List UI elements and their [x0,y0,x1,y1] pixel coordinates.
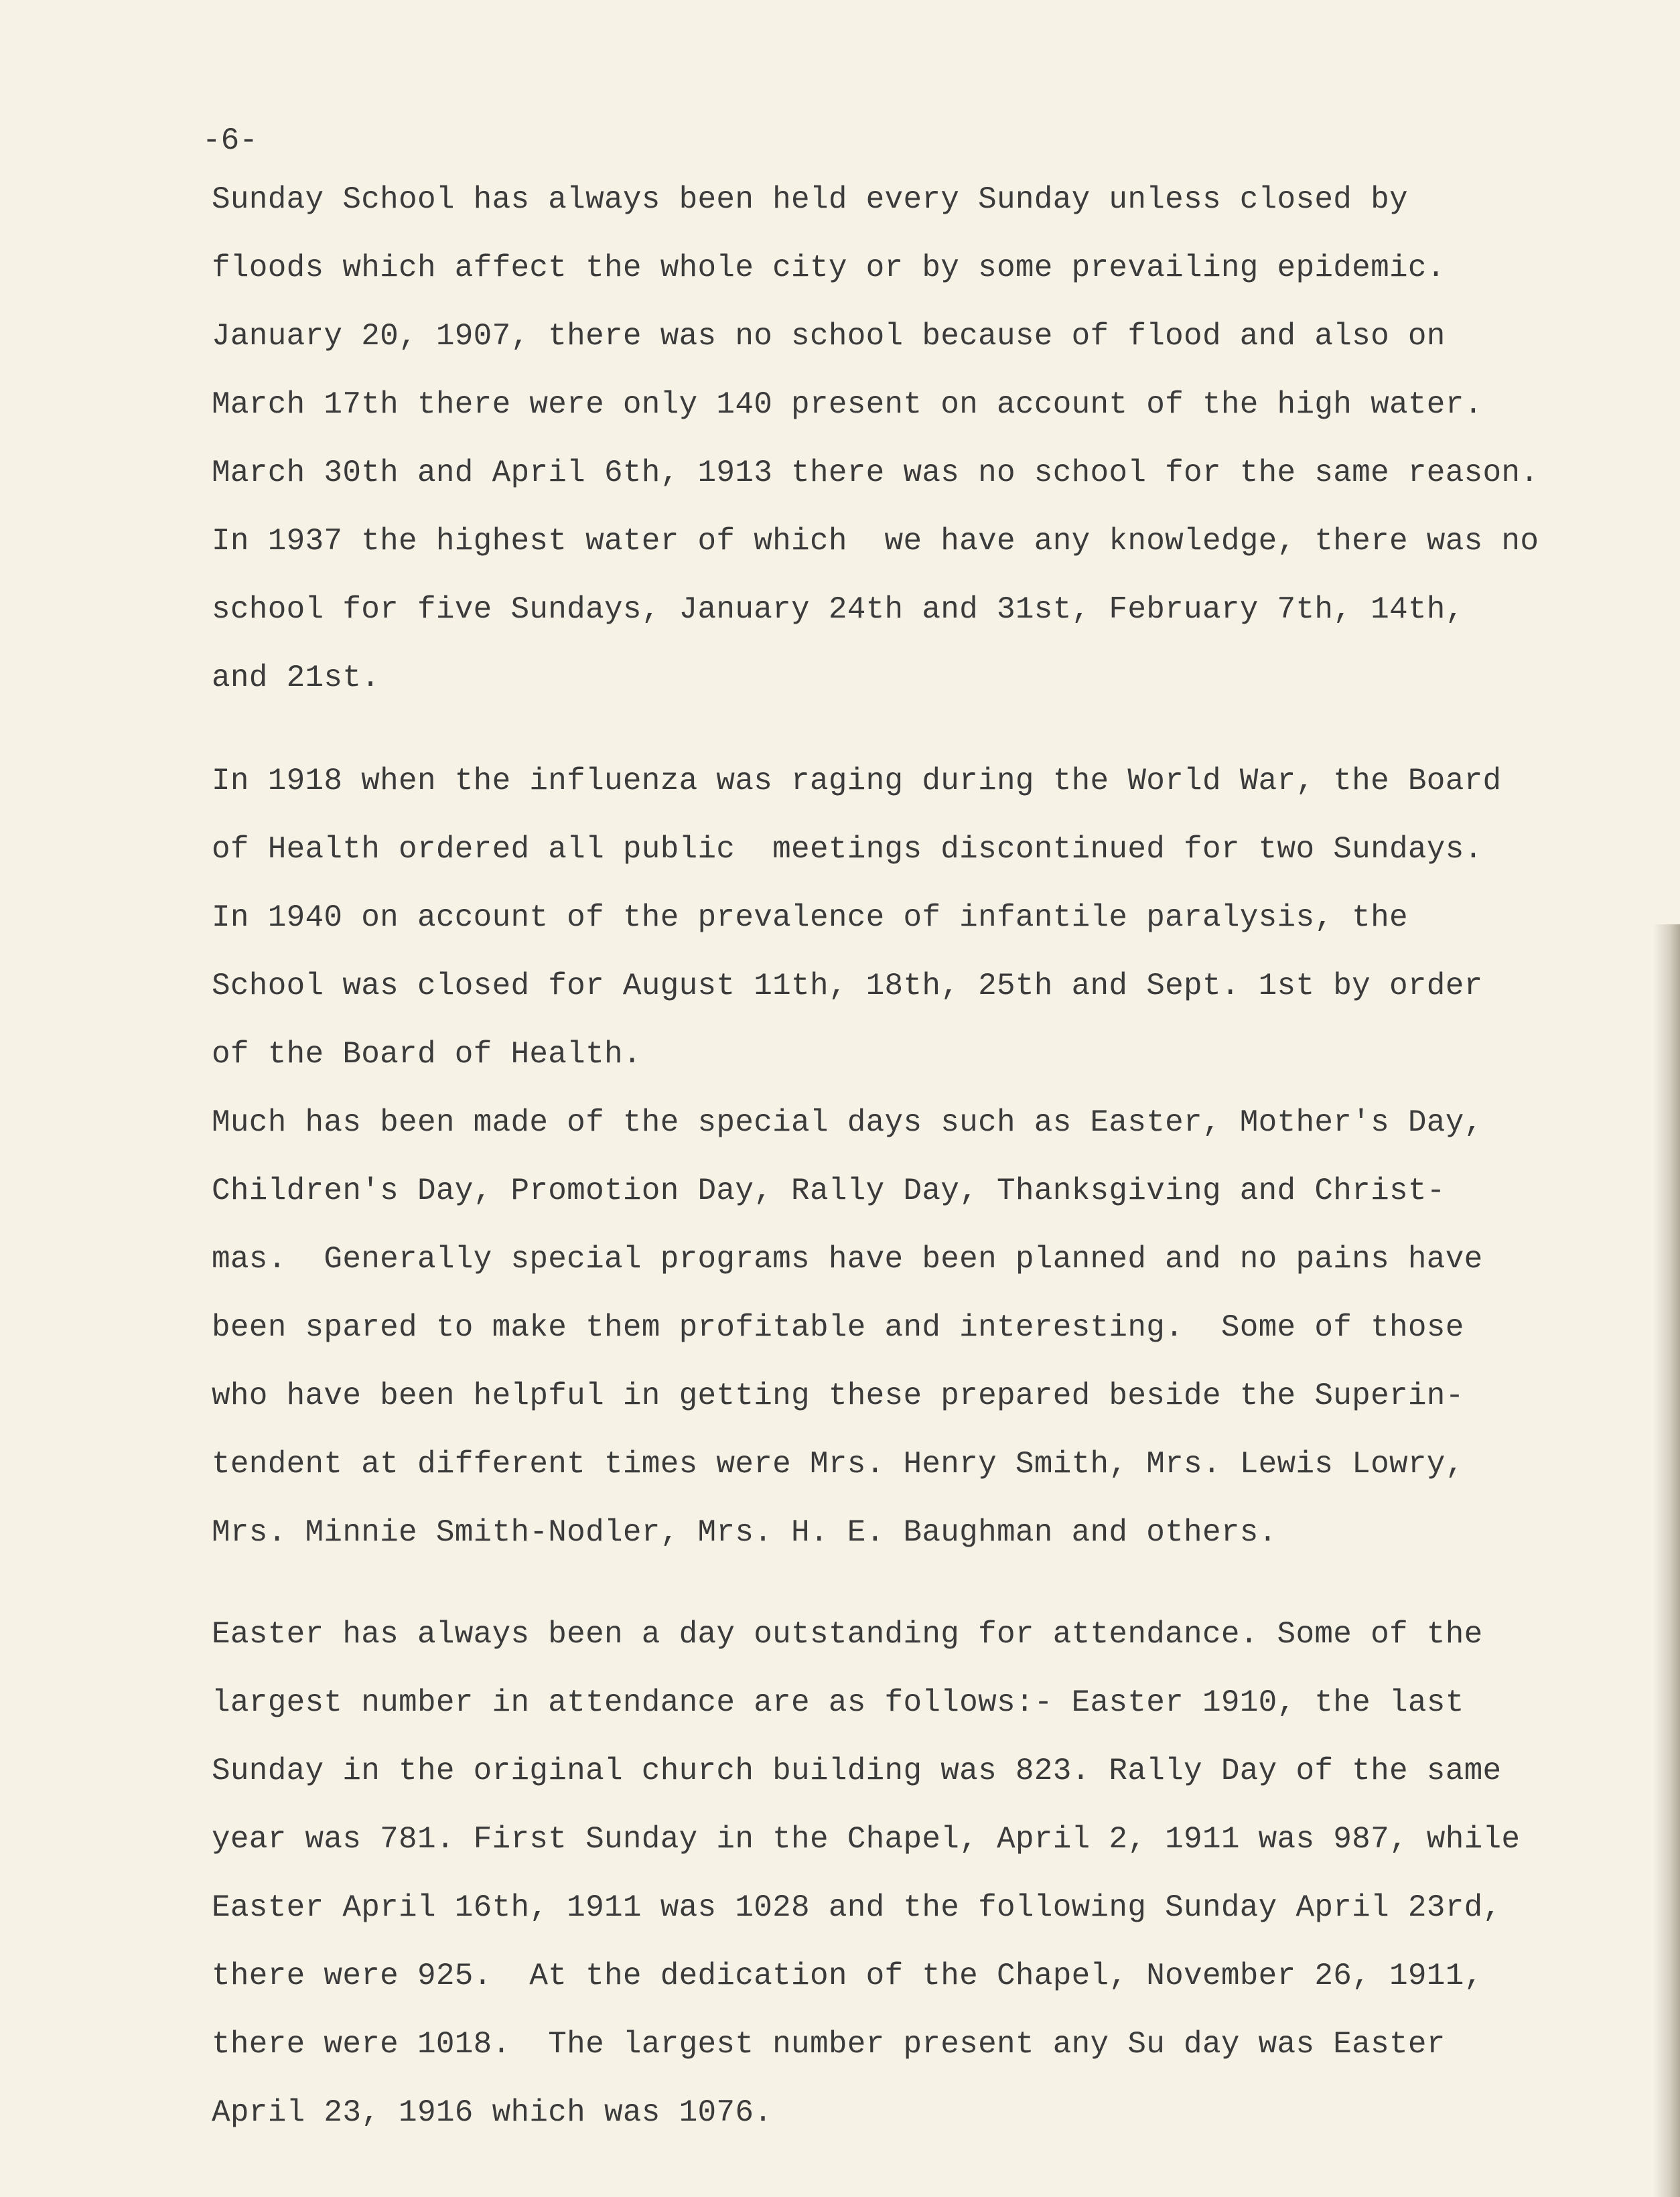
text-line: March 30th and April 6th, 1913 there was no school for the same reason. [212,455,1539,490]
text-line: there were 925. At the dedication of the Chapel, November 26, 1911, [212,1959,1483,1993]
text-line: Mrs. Minnie Smith-Nodler, Mrs. H. E. Baughman and others. [212,1515,1277,1550]
text-line: and 21st. [212,660,380,695]
text-line: Much has been made of the special days such as Easter, Mother's Day, [212,1105,1483,1140]
text-line: tendent at different times were Mrs. Henry Smith, Mrs. Lewis Lowry, [212,1447,1464,1482]
text-line: Easter April 16th, 1911 was 1028 and the following Sunday April 23rd, [212,1890,1502,1925]
text-line: who have been helpful in getting these prepared beside the Superin- [212,1378,1464,1413]
text-line: School was closed for August 11th, 18th, 25th and Sept. 1st by order [212,969,1483,1003]
text-line: Sunday School has always been held every Sunday unless closed by [212,182,1408,217]
text-line: year was 781. First Sunday in the Chapel, April 2, 1911 was 987, while [212,1822,1521,1857]
text-line: of Health ordered all public meetings discontinued for two Sundays. [212,832,1483,867]
page-number: -6- [202,123,258,158]
text-line: Easter has always been a day outstanding for attendance. Some of the [212,1617,1483,1652]
text-line: largest number in attendance are as follows:- Easter 1910, the last [212,1685,1464,1720]
text-line: floods which affect the whole city or by some prevailing epidemic. [212,251,1446,285]
text-line: mas. Generally special programs have been planned and no pains have [212,1242,1483,1277]
text-line: of the Board of Health. [212,1037,642,1072]
text-line: Sunday in the original church building was 823. Rally Day of the same [212,1754,1502,1788]
page-edge-shadow [1653,924,1680,2197]
text-line: January 20, 1907, there was no school because of flood and also on [212,319,1446,354]
text-line: April 23, 1916 which was 1076. [212,2095,773,2130]
text-line: Children's Day, Promotion Day, Rally Day, Thanksgiving and Christ- [212,1174,1446,1208]
text-line: school for five Sundays, January 24th and 31st, February 7th, 14th, [212,592,1464,627]
text-line: been spared to make them profitable and interesting. Some of those [212,1310,1464,1345]
text-line: In 1918 when the influenza was raging during the World War, the Board [212,764,1502,798]
text-line: there were 1018. The largest number present any Su day was Easter [212,2027,1446,2062]
text-line: In 1937 the highest water of which we have any knowledge, there was no [212,524,1539,559]
text-line: In 1940 on account of the prevalence of infantile paralysis, the [212,900,1408,935]
text-line: March 17th there were only 140 present on account of the high water. [212,387,1483,422]
